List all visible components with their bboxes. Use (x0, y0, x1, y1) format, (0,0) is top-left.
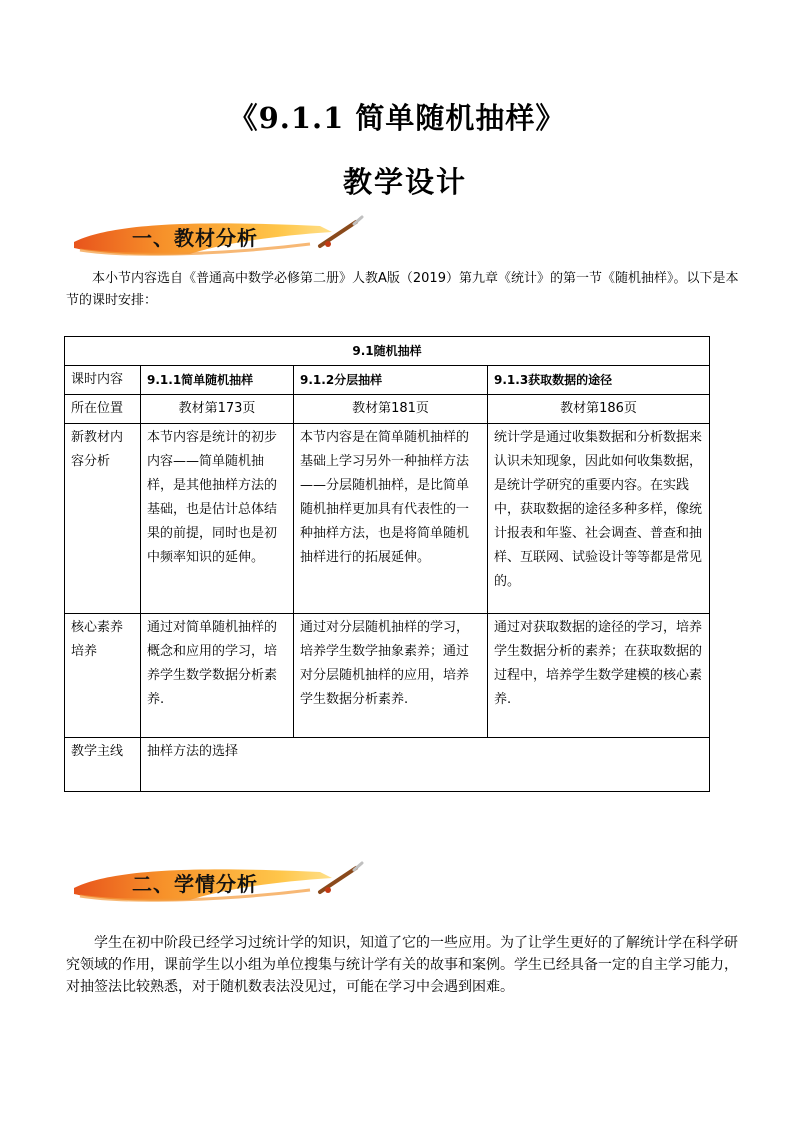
table-row (65, 738, 710, 792)
section-banner-2 (70, 860, 370, 910)
schedule-table (64, 336, 710, 792)
section-banner-1 (70, 214, 370, 264)
document-subtitle: 教学设计 (342, 165, 467, 199)
location-cell-1: 教材第173页 (141, 395, 294, 424)
analysis-cell-2: 本节内容是在简单随机抽样的基础上学习另外一种抽样方法——分层随机抽样，是比简单随机抽样更加具有代表性的一种抽样方法，也是将简单随机抽样进行的拓展延伸。 (294, 424, 488, 614)
row-label-content: 课时内容 (65, 366, 141, 395)
literacy-cell-3: 通过对获取数据的途径的学习，培养学生数据分析的素养；在获取数据的过程中，培养学生数学建模的核心素养. (488, 614, 710, 738)
section-heading-1: 一、教材分析 (132, 226, 258, 250)
row-label-location: 所在位置 (65, 395, 141, 424)
document-title: 《9.1.1 简单随机抽样》 (228, 101, 566, 135)
row-label-mainline: 教学主线 (65, 738, 141, 792)
table-header-row (65, 337, 710, 366)
row-label-literacy: 核心素养培养 (65, 614, 141, 738)
location-cell-3: 教材第186页 (488, 395, 710, 424)
literacy-cell-2: 通过对分层随机抽样的学习，培养学生数学抽象素养；通过对分层随机抽样的应用，培养学生数据分析素养. (294, 614, 488, 738)
literacy-cell-1: 通过对简单随机抽样的概念和应用的学习，培养学生数学数据分析素养. (141, 614, 294, 738)
column-title-2: 9.1.2分层抽样 (294, 366, 488, 395)
column-title-3: 9.1.3获取数据的途径 (488, 366, 710, 395)
mainline-cell: 抽样方法的选择 (141, 738, 710, 792)
analysis-cell-3: 统计学是通过收集数据和分析数据来认识未知现象，因此如何收集数据，是统计学研究的重要内容。在实践中，获取数据的途径多种多样，像统计报表和年鉴、社会调查、普查和抽样、互联网、试验设计等等都是常见的。 (488, 424, 710, 614)
table-header: 9.1随机抽样 (65, 337, 710, 366)
intro-paragraph: 本小节内容选自《普通高中数学必修第二册》人教A版（2019）第九章《统计》的第一节《随机抽样》。以下是本节的课时安排： (66, 271, 739, 308)
section-heading-2: 二、学情分析 (132, 872, 258, 896)
table-row (65, 395, 710, 424)
table-row (65, 614, 710, 738)
table-row (65, 424, 710, 614)
table-row (65, 366, 710, 395)
row-label-analysis: 新教材内容分析 (65, 424, 141, 614)
student-analysis-paragraph: 学生在初中阶段已经学习过统计学的知识，知道了它的一些应用。为了让学生更好的了解统计学在科学研究领域的作用，课前学生以小组为单位搜集与统计学有关的故事和案例。学生已经具备一定的自主学习能力，对抽签法比较熟悉，对于随机数表法没见过，可能在学习中会遇到困难。 (66, 935, 738, 995)
analysis-cell-1: 本节内容是统计的初步内容——简单随机抽样，是其他抽样方法的基础，也是估计总体结果的前提，同时也是初中频率知识的延伸。 (141, 424, 294, 614)
location-cell-2: 教材第181页 (294, 395, 488, 424)
column-title-1: 9.1.1简单随机抽样 (141, 366, 294, 395)
